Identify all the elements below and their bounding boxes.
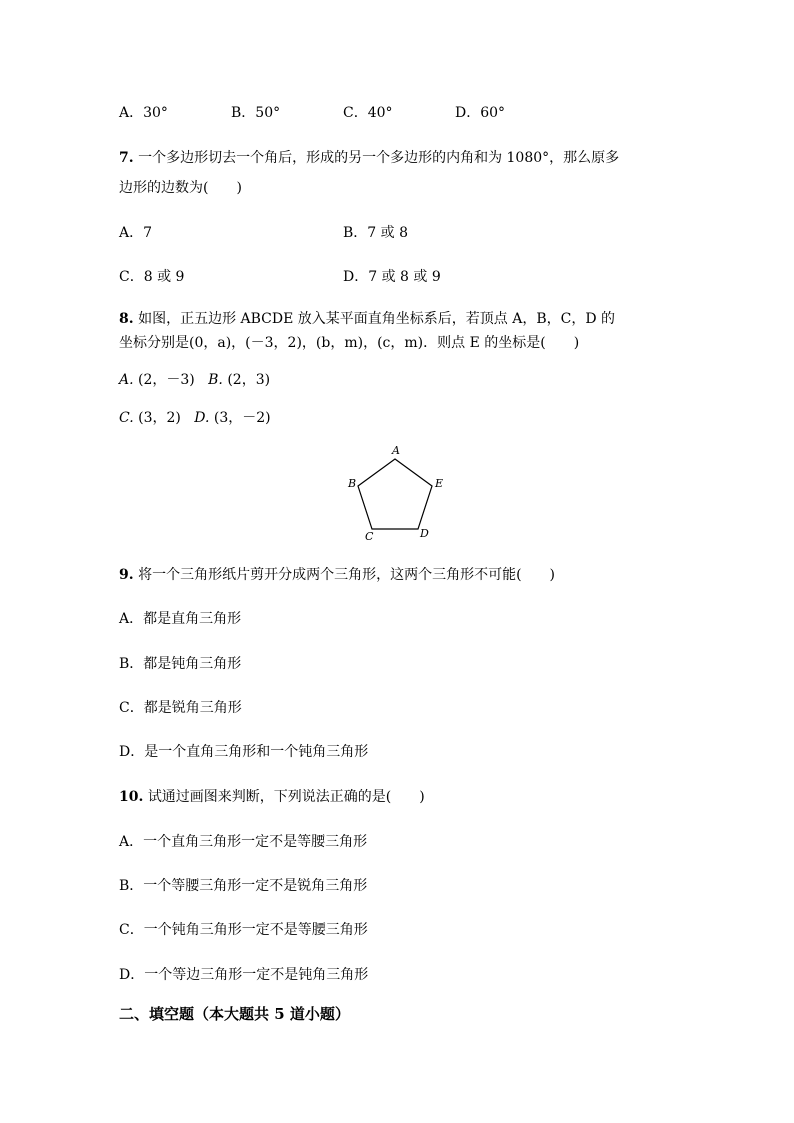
q8-option-c-letter: C. <box>119 410 134 426</box>
q8-option-b-letter: B. <box>208 372 223 388</box>
q9-option-b: B．都是钝角三角形 <box>119 656 242 672</box>
q9-option-c: C．都是锐角三角形 <box>119 700 242 716</box>
q8-number: 8. <box>119 311 134 327</box>
q8-option-d-letter: D. <box>194 410 210 426</box>
pentagon-shape <box>358 459 432 529</box>
q7-option-b: B．7 或 8 <box>343 225 409 241</box>
q10-option-d: D．一个等边三角形一定不是钝角三角形 <box>119 967 369 983</box>
q10-option-a: A．一个直角三角形一定不是等腰三角形 <box>119 834 368 850</box>
vertex-label-c: C <box>365 530 374 543</box>
vertex-label-b: B <box>348 477 357 490</box>
q6-option-a: A．30° <box>119 105 168 121</box>
q9-stem <box>119 566 555 584</box>
q10-option-b: B．一个等腰三角形一定不是锐角三角形 <box>119 878 368 894</box>
q7-stem-line2: 边形的边数为( ) <box>119 180 242 196</box>
q7-option-c: C．8 或 9 <box>119 269 185 285</box>
q8-option-c-text: (3，2) <box>133 410 181 426</box>
q6-option-c: C．40° <box>343 105 393 121</box>
q10-option-c: C．一个钝角三角形一定不是等腰三角形 <box>119 922 368 938</box>
q7-option-a: A．7 <box>119 225 153 241</box>
q7-option-d: D．7 或 8 或 9 <box>343 269 441 285</box>
q7-number: 7. <box>119 150 134 166</box>
q10-number: 10. <box>119 789 144 805</box>
q8-option-a-letter: A. <box>119 372 134 388</box>
q8-stem-text: 如图，正五边形 ABCDE 放入某平面直角坐标系后，若顶点 A，B，C，D 的 <box>138 311 616 327</box>
q10-stem <box>119 788 425 806</box>
q10-stem-text: 试通过画图来判断，下列说法正确的是( ) <box>147 789 425 805</box>
section-2-title: 二、填空题（本大题共 5 道小题） <box>119 1005 350 1023</box>
q9-stem-text: 将一个三角形纸片剪开分成两个三角形，这两个三角形不可能( ) <box>138 567 556 583</box>
q8-options-ab <box>119 371 270 389</box>
q8-stem-line1 <box>119 310 615 328</box>
pentagon-figure <box>340 440 450 545</box>
q8-option-a-text: (2，－3) <box>133 372 195 388</box>
q7-stem-line1 <box>119 149 619 167</box>
vertex-label-e: E <box>435 477 444 490</box>
q9-number: 9. <box>119 567 134 583</box>
q7-stem-text: 一个多边形切去一个角后，形成的另一个多边形的内角和为 1080°，那么原多 <box>138 150 620 166</box>
q9-option-d: D．是一个直角三角形和一个钝角三角形 <box>119 744 369 760</box>
vertex-label-a: A <box>392 444 400 457</box>
q8-stem-line2: 坐标分别是(0，a)，(－3，2)，(b，m)，(c，m)．则点 E 的坐标是( ) <box>119 335 580 351</box>
q8-options-cd <box>119 409 271 427</box>
vertex-label-d: D <box>420 527 429 540</box>
q8-option-b-text: (2，3) <box>222 372 271 388</box>
q8-option-d-text: (3，－2) <box>209 410 271 426</box>
q6-option-d: D．60° <box>455 105 506 121</box>
q6-option-b: B．50° <box>231 105 281 121</box>
q9-option-a: A．都是直角三角形 <box>119 611 242 627</box>
